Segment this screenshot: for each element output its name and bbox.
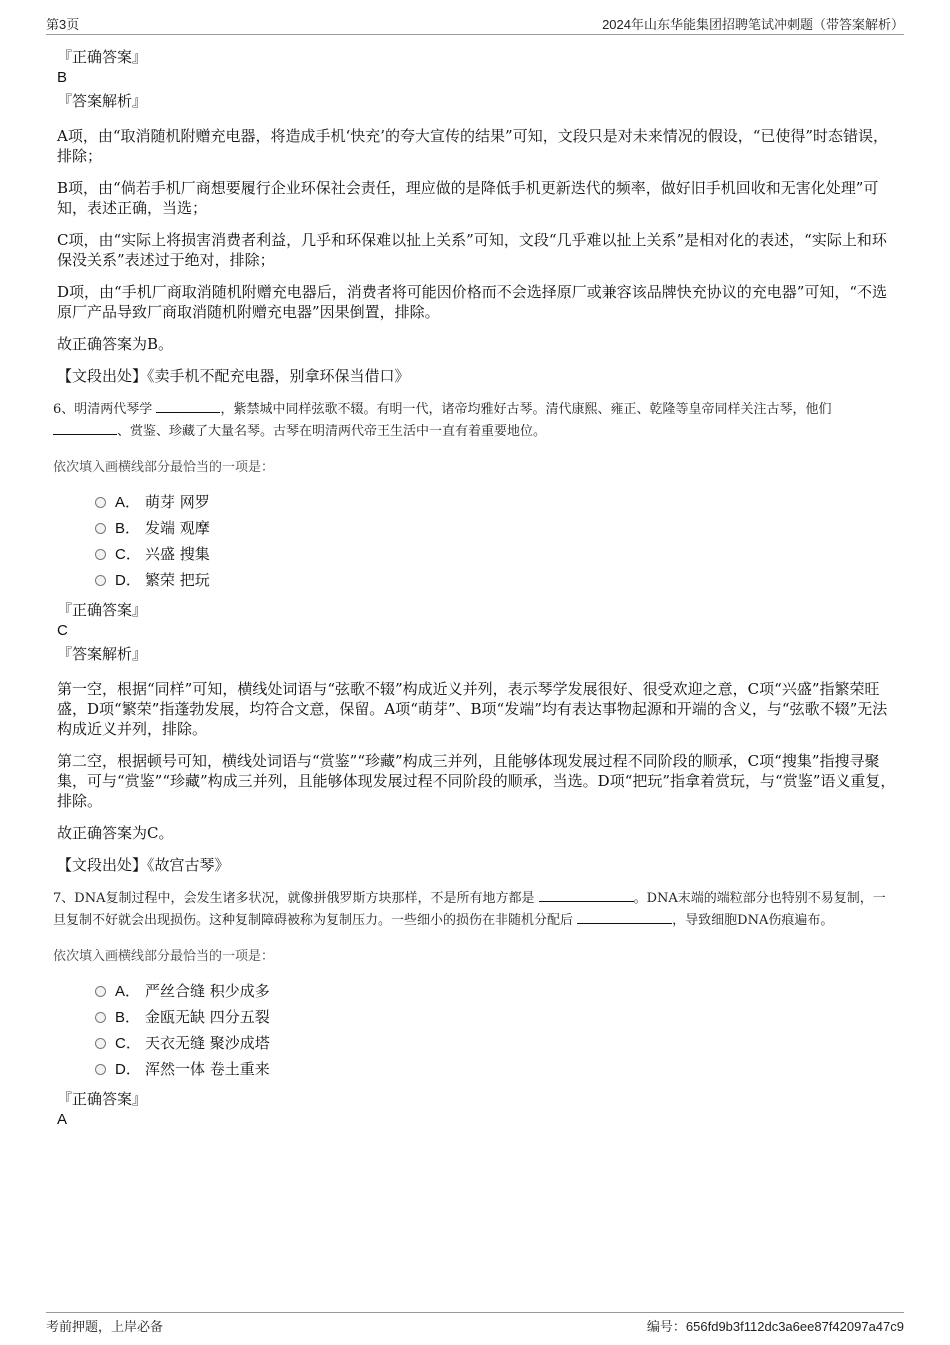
question-text: DNA复制过程中，会发生诸多状况，就像拼俄罗斯方块那样，不是所有地方都是 [74, 891, 535, 906]
fill-blank [539, 887, 634, 902]
correct-answer-label: 『正确答案』 [57, 48, 148, 66]
page-footer [46, 1312, 904, 1335]
question-text: 、赏鉴、珍藏了大量名琴。古琴在明清两代帝王生活中一直有着重要地位。 [117, 424, 547, 439]
analysis-paragraph: B项，由“倘若手机厂商想要履行企业环保社会责任，理应做的是降低手机更新迭代的频率，做好旧手机回收和无害化处理”可知，表述正确，当选； [57, 179, 879, 217]
correct-answer-label: 『正确答案』 [57, 601, 148, 619]
page-header [46, 14, 904, 35]
question-text: ，导致细胞DNA伤痕遍布。 [672, 913, 834, 928]
option-a[interactable]: A． 严丝合缝 积少成多 [95, 978, 897, 1004]
option-a[interactable]: A． 萌芽 网罗 [95, 489, 897, 515]
page-number: 第3页 [46, 17, 80, 32]
option-d[interactable]: D． 繁荣 把玩 [95, 567, 897, 593]
option-text: 发端 观摩 [145, 519, 210, 537]
analysis-paragraph: D项，由“手机厂商取消随机附赠充电器后，消费者将可能因价格而不会选择原厂或兼容该品牌快充协议的充电器”可知，“不选原厂产品导致厂商取消随机附赠充电器”因果倒置，排除。 [57, 283, 888, 321]
question-6 [53, 398, 897, 442]
option-text: 萌芽 网罗 [145, 493, 210, 511]
question-text: 明清两代琴学 [74, 402, 153, 417]
option-text: 严丝合缝 积少成多 [145, 982, 270, 1000]
option-text: 金瓯无缺 四分五裂 [145, 1008, 270, 1026]
question-number: 7、 [53, 891, 75, 906]
radio-icon[interactable] [95, 497, 106, 508]
analysis-paragraph: A项，由“取消随机附赠充电器，将造成手机‘快充’的夸大宣传的结果”可知，文段只是对未来情况的假设，“已使得”时态错误，排除； [57, 127, 889, 165]
document-id: 编号：656fd9b3f112dc3a6ee87f42097a47c9 [646, 1319, 904, 1334]
conclusion: 故正确答案为B。 [57, 335, 174, 353]
fill-blank [53, 420, 117, 435]
analysis-label: 『答案解析』 [57, 645, 148, 663]
question-text: 。DNA末端的端粒部分也特别不易复制，一旦复制不好就会出现损伤。这种复制障碍被称为复制压力。一些细小的损伤在非随机分配后 [53, 891, 886, 928]
conclusion: 故正确答案为C。 [57, 824, 174, 842]
question-prompt: 依次填入画横线部分最恰当的一项是： [53, 949, 275, 964]
document-body [53, 44, 897, 1130]
option-text: 兴盛 搜集 [145, 545, 210, 563]
question-7 [53, 887, 897, 931]
option-c[interactable]: C． 兴盛 搜集 [95, 541, 897, 567]
footer-slogan: 考前押题，上岸必备 [46, 1319, 164, 1334]
correct-answer: B [57, 69, 68, 86]
radio-icon[interactable] [95, 575, 106, 586]
option-b[interactable]: B． 发端 观摩 [95, 515, 897, 541]
radio-icon[interactable] [95, 549, 106, 560]
option-text: 繁荣 把玩 [145, 571, 210, 589]
option-d[interactable]: D． 浑然一体 卷土重来 [95, 1056, 897, 1082]
radio-icon[interactable] [95, 1012, 106, 1023]
radio-icon[interactable] [95, 986, 106, 997]
option-text: 天衣无缝 聚沙成塔 [145, 1034, 270, 1052]
source-citation: 【文段出处】《故宫古琴》 [57, 856, 230, 874]
correct-answer: C [57, 622, 68, 639]
correct-answer: A [57, 1111, 68, 1128]
options-list [95, 489, 897, 593]
analysis-paragraph: 第一空，根据“同样”可知，横线处词语与“弦歌不辍”构成近义并列，表示琴学发展很好、很受欢迎之意，C项“兴盛”指繁荣旺盛，D项“繁荣”指蓬勃发展，均符合文意，保留。A项“萌芽”、B项“发端”均有表达事物起源和开端的含义，与“弦歌不辍”无法构成近义并列，排除。 [57, 680, 888, 738]
option-text: 浑然一体 卷土重来 [145, 1060, 270, 1078]
analysis-label: 『答案解析』 [57, 92, 148, 110]
source-citation: 【文段出处】《卖手机不配充电器，别拿环保当借口》 [57, 367, 410, 385]
radio-icon[interactable] [95, 1064, 106, 1075]
analysis-paragraph: C项，由“实际上将损害消费者利益，几乎和环保难以扯上关系”可知，文段“几乎难以扯上关系”是相对化的表述，“实际上和环保没关系”表述过于绝对，排除； [57, 231, 887, 269]
question-prompt: 依次填入画横线部分最恰当的一项是： [53, 460, 275, 475]
question-number: 6、 [53, 402, 75, 417]
option-b[interactable]: B． 金瓯无缺 四分五裂 [95, 1004, 897, 1030]
fill-blank [577, 909, 672, 924]
correct-answer-label: 『正确答案』 [57, 1090, 148, 1108]
analysis-paragraph: 第二空，根据顿号可知，横线处词语与“赏鉴”“珍藏”构成三并列，且能够体现发展过程不同阶段的顺承，C项“搜集”指搜寻聚集，可与“赏鉴”“珍藏”构成三并列，且能够体现发展过程不同阶段的顺承，当选。D项“把玩”指拿着赏玩，与“赏鉴”语义重复，排除。 [57, 752, 896, 810]
document-title: 2024年山东华能集团招聘笔试冲刺题（带答案解析） [602, 17, 904, 32]
question-text: ，紫禁城中同样弦歌不辍。有明一代，诸帝均雅好古琴。清代康熙、雍正、乾隆等皇帝同样关注古琴，他们 [220, 402, 832, 417]
radio-icon[interactable] [95, 1038, 106, 1049]
fill-blank [156, 398, 220, 413]
option-c[interactable]: C． 天衣无缝 聚沙成塔 [95, 1030, 897, 1056]
options-list [95, 978, 897, 1082]
radio-icon[interactable] [95, 523, 106, 534]
